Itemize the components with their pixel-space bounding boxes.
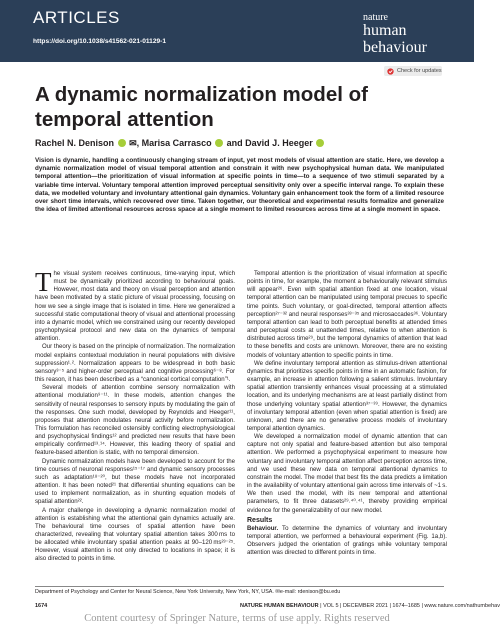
author-name[interactable]: , Marisa Carrasco bbox=[136, 138, 212, 148]
journal-logo[interactable] bbox=[363, 13, 474, 56]
article-banner bbox=[0, 0, 474, 62]
crossmark-icon bbox=[387, 68, 394, 75]
body-paragraph: Temporal attention is the prioritization of visual information at specific points in time, for example, the moment a behaviourally relevant stimulus will appear²⁶. Even with spatial attention fixed at one location, visual temporal attention can be manipulated using temporal precues to specific time points. Such voluntary, or goal-directed, temporal attention affects perception²⁷⁻³² and neural responses³³⁻³⁵ and microsaccades³⁶. Voluntary temporal attention can lead to both perceptual benefits at attended times and perceptual costs at unattended times, relative to when attention is distributed across time²⁹, but the temporal dynamics of attention that lead to these benefits and costs are unknown. Moreover, there are no existing models of voluntary attention to specific points in time. bbox=[247, 270, 447, 359]
courtesy-watermark: Content courtesy of Springer Nature, terms of use apply. Rights reserved bbox=[84, 613, 390, 624]
body-paragraph: We developed a normalization model of dynamic attention that can capture not only spatial and feature-based attention but also temporal attention. We performed a psychophysical experiment to measure how voluntary and involuntary temporal attention affect perception across time, and we used these new data on temporal attentional dynamics to constrain the model. The model that best fits the data predicts a limitation in the availability of voluntary attentional gain across time intervals of ~1 s. We then used the model, with its new temporal and attentional parameters, to fit three datasets²⁹˒⁴⁰˒⁴¹, thereby providing empirical evidence for the generalizability of our new model. bbox=[247, 433, 447, 514]
orcid-icon[interactable] bbox=[118, 139, 126, 147]
affiliation-footnote: Department of Psychology and Center for Neural Science, New York University, New York, NY, USA. ✉e-mail: rdenison@bu.edu bbox=[35, 586, 444, 595]
email-icon[interactable]: ✉ bbox=[129, 138, 137, 148]
body-column-right bbox=[247, 270, 447, 557]
article-title: A dynamic normalization model of temporal attention bbox=[35, 83, 368, 131]
behaviour-subheading: Behaviour. bbox=[247, 524, 279, 532]
check-for-updates-button[interactable] bbox=[384, 66, 442, 76]
body-paragraph: Dynamic normalization models have been developed to account for the time courses of neuronal responses¹⁵⁻¹⁷ and dynamic sensory processes such as adaptation¹⁸⁻²⁰, but these models have not incorporated attention. It has been noted²¹ that differential shunting equations can be used to implement normalization, as in shunting equation models of spatial attention²². bbox=[35, 457, 235, 506]
orcid-icon[interactable] bbox=[215, 139, 223, 147]
body-paragraph: We define involuntary temporal attention as stimulus-driven attentional dynamics that prioritizes specific points in time in an automatic fashion, for example, an increase in attention following a salient stimulus. Involuntary spatial attention transiently enhances visual processing at a stimulated location, and its underlying mechanisms are at least partially distinct from those underlying voluntary spatial attention³⁷⁻³⁹. However, the dynamics of involuntary temporal attention (even when spatial attention is fixed) are unknown, and there are no generative process models of involuntary temporal attention dynamics. bbox=[247, 359, 447, 432]
journal-logo-line2: human behaviour bbox=[363, 22, 427, 56]
check-for-updates-label: Check for updates bbox=[397, 68, 442, 74]
body-paragraph: Behaviour. To determine the dynamics of voluntary and involuntary temporal attention, we performed a behavioural experiment (Fig. 1a,b). Observers judged the orientation of gratings while voluntary temporal attention was directed to different points in time. bbox=[247, 524, 447, 557]
journal-issue-info: NATURE HUMAN BEHAVIOUR | VOL 5 | DECEMBER 2021 | 1674–1685 | www.nature.com/nathumbehav bbox=[240, 603, 500, 609]
orcid-icon[interactable] bbox=[316, 139, 324, 147]
author-name[interactable]: and David J. Heeger bbox=[224, 138, 313, 148]
body-paragraph: The visual system receives continuous, time-varying input, which must be dynamically prioritized according to behavioural goals. However, most data and theory on visual perception and attention have been motivated by a static picture of visual processing, focusing on how we see a single image that is isolated in time. Here we generalized a successful static computational theory of visual and attentional processing into a dynamic model, which we constrained using our recently developed psychophysical protocol and new data on the dynamics of temporal attention. bbox=[35, 267, 235, 343]
body-column-left bbox=[35, 267, 235, 564]
author-list bbox=[35, 138, 325, 149]
body-paragraph: Our theory is based on the principle of normalization. The normalization model explains contextual modulation in neural populations with divisive suppression¹˒². Normalization appears to be widespread in both basic sensory³⁻⁵ and higher-order perceptual and cognitive processing⁶⁻⁸. For this reason, it has been described as a “canonical cortical computation”¹. bbox=[35, 343, 235, 384]
journal-logo-line1: nature bbox=[363, 12, 388, 23]
drop-cap: T bbox=[35, 267, 52, 297]
article-type-label: ARTICLES bbox=[33, 8, 120, 27]
body-paragraph: Several models of attention combine sensory normalization with attentional modulation⁹⁻¹¹. In these models, attention changes the sensitivity of neural responses to sensory inputs by modulating the gain of the responses. One such model, developed by Reynolds and Heeger¹¹, proposes that attention modulates neural activity before normalization. This formulation has reconciled ostensibly conflicting electrophysiological and psychophysical findings¹² and predicted new results that have been empirically confirmed¹³˒¹⁴. However, this leading theory of spatial and feature-based attention is static, with no temporal dimension. bbox=[35, 384, 235, 457]
body-paragraph: A major challenge in developing a dynamic normalization model of attention is establishing what the attentional gain dynamics actually are. The behavioural time courses of spatial attention have been characterized, revealing that voluntary spatial attention takes 300 ms to be allocated while involuntary spatial attention peaks at 90–120 ms²³⁻²⁵. However, visual attention is not only directed to locations in space; it is also directed to points in time. bbox=[35, 506, 235, 563]
results-heading: Results bbox=[247, 516, 273, 524]
doi-link[interactable]: https://doi.org/10.1038/s41562-021-01129-1 bbox=[33, 38, 167, 45]
page-number: 1674 bbox=[35, 603, 48, 609]
author-name[interactable]: Rachel N. Denison bbox=[35, 138, 115, 148]
abstract: Vision is dynamic, handling a continuously changing stream of input, yet most models of visual attention are static. Here, we develop a dynamic normalization model of visual temporal attention and constrain it with new psychophysical human data. We manipulated temporal attention—the prioritization of visual information at specific points in time—to a sequence of two stimuli separated by a variable time interval. Voluntary temporal attention improved perceptual sensitivity only over a specific interval range. To explain these data, we modelled voluntary and involuntary attentional gain dynamics. Voluntary gain enhancement took the form of a limited resource over short time intervals, which recovered over time. Taken together, our theoretical and experimental results formalize and generalize the idea of limited attentional resources across space at a single moment to limited resources across time at a single moment in space. bbox=[35, 157, 444, 214]
